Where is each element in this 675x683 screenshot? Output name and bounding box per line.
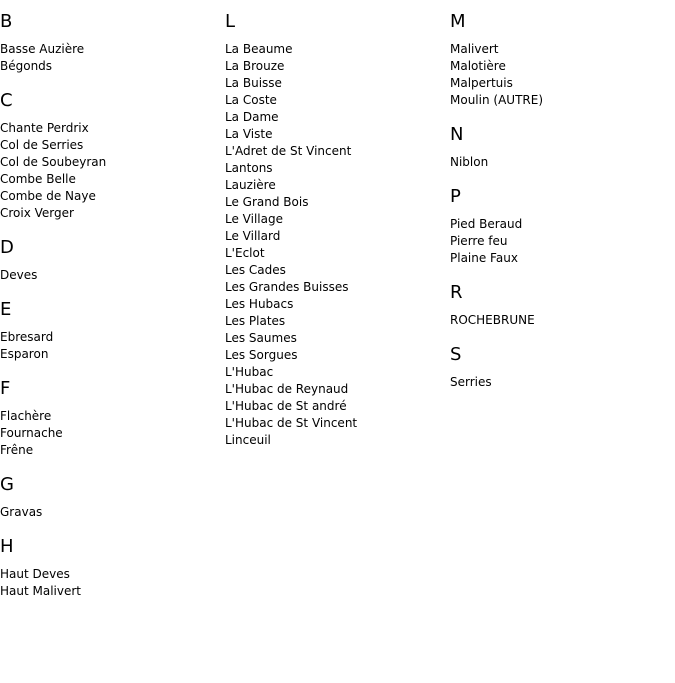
place-link[interactable]: Les Hubacs [225,297,294,311]
place-list [0,41,225,75]
letter-group [0,11,225,75]
letter-group [450,186,675,267]
place-link[interactable]: L'Eclot [225,246,265,260]
place-link[interactable]: Flachère [0,409,52,423]
place-link[interactable]: L'Hubac de St Vincent [225,416,358,430]
place-list [0,566,225,600]
place-link[interactable]: Haut Malivert [0,584,81,598]
letter-heading: F [0,378,11,399]
place-link[interactable]: Deves [0,268,38,282]
letter-group [450,344,675,391]
place-link[interactable]: Combe Belle [0,172,76,186]
letter-group [0,90,225,222]
place-link[interactable]: La Viste [225,127,273,141]
place-list [0,408,225,459]
place-link[interactable]: Malotière [450,59,506,73]
place-link[interactable]: Bégonds [0,59,53,73]
place-link[interactable]: Malpertuis [450,76,513,90]
place-list [450,41,675,109]
place-link[interactable]: La Beaume [225,42,293,56]
place-list [450,312,675,329]
index-column-3 [450,0,675,391]
letter-group [450,11,675,109]
place-link[interactable]: Les Sorgues [225,348,298,362]
letter-heading: H [0,536,14,557]
letter-group [225,11,450,449]
letter-heading: P [450,186,461,207]
place-list [0,267,225,284]
letter-group [0,536,225,600]
letter-heading: B [0,11,13,32]
place-link[interactable]: Croix Verger [0,206,74,220]
place-link[interactable]: Pied Beraud [450,217,523,231]
place-link[interactable]: Les Grandes Buisses [225,280,349,294]
place-link[interactable]: Malivert [450,42,499,56]
place-link[interactable]: Frêne [0,443,34,457]
letter-heading: C [0,90,13,111]
letter-heading: N [450,124,464,145]
place-link[interactable]: Lantons [225,161,273,175]
place-link[interactable]: ROCHEBRUNE [450,313,535,327]
place-link[interactable]: Fournache [0,426,63,440]
place-link[interactable]: Basse Auzière [0,42,85,56]
place-link[interactable]: Gravas [0,505,43,519]
index-column-1 [0,0,225,600]
place-link[interactable]: Combe de Naye [0,189,96,203]
place-link[interactable]: L'Adret de St Vincent [225,144,352,158]
letter-heading: M [450,11,466,32]
place-link[interactable]: Le Village [225,212,283,226]
place-list [0,504,225,521]
index-column-2 [225,0,450,449]
letter-group [0,474,225,521]
place-link[interactable]: Col de Serries [0,138,84,152]
letter-group [450,282,675,329]
letter-heading: D [0,237,14,258]
place-link[interactable]: Les Plates [225,314,286,328]
letter-group [0,237,225,284]
place-link[interactable]: La Dame [225,110,279,124]
place-list [450,374,675,391]
letter-heading: S [450,344,462,365]
letter-heading: R [450,282,463,303]
place-link[interactable]: Haut Deves [0,567,70,581]
place-list [0,329,225,363]
place-link[interactable]: L'Hubac de Reynaud [225,382,349,396]
letter-heading: E [0,299,12,320]
place-link[interactable]: Niblon [450,155,489,169]
place-link[interactable]: Ebresard [0,330,54,344]
place-link[interactable]: Chante Perdrix [0,121,89,135]
place-link[interactable]: Les Saumes [225,331,297,345]
letter-heading: G [0,474,14,495]
place-link[interactable]: L'Hubac [225,365,274,379]
place-link[interactable]: Plaine Faux [450,251,518,265]
letter-group [0,378,225,459]
place-list [450,216,675,267]
place-link[interactable]: Col de Soubeyran [0,155,107,169]
letter-group [450,124,675,171]
place-link[interactable]: Le Grand Bois [225,195,309,209]
letter-heading: L [225,11,236,32]
letter-group [0,299,225,363]
place-link[interactable]: L'Hubac de St andré [225,399,347,413]
place-link[interactable]: La Brouze [225,59,285,73]
place-link[interactable]: Moulin (AUTRE) [450,93,543,107]
place-link[interactable]: Lauzière [225,178,276,192]
place-link[interactable]: Le Villard [225,229,281,243]
place-link[interactable]: Serries [450,375,492,389]
place-link[interactable]: Esparon [0,347,49,361]
place-link[interactable]: Linceuil [225,433,271,447]
place-link[interactable]: La Buisse [225,76,282,90]
place-link[interactable]: La Coste [225,93,277,107]
place-link[interactable]: Les Cades [225,263,286,277]
place-link[interactable]: Pierre feu [450,234,508,248]
place-list [225,41,450,449]
place-list [0,120,225,222]
place-list [450,154,675,171]
